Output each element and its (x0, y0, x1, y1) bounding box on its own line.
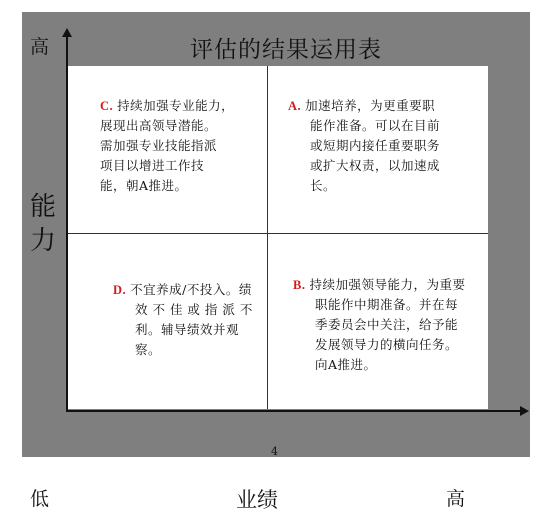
quadrant-d-line: 不宜养成/不投入。绩 (130, 282, 252, 297)
quadrant-c-line: 项目以增进工作技 (100, 158, 205, 173)
y-axis-arrow-icon (62, 28, 72, 37)
quadrant-a-line: 能作准备。可以在目前 (310, 118, 441, 133)
y-axis-high-label: 高 (30, 36, 50, 58)
quadrant-a-line: 或扩大权责，以加速成 (310, 158, 441, 173)
quadrant-d-line: 利。辅导绩效并观 (135, 322, 240, 337)
quadrant-d-line: 察。 (135, 342, 162, 357)
quadrant-a-line: 加速培养，为更重要职 (305, 98, 436, 113)
grid-horizontal-divider (68, 233, 488, 234)
x-axis-line (66, 410, 520, 412)
x-axis-low-label: 低 (30, 488, 50, 510)
quadrant-a-letter: A. (288, 99, 302, 113)
quadrant-a-line: 或短期内接任重要职务 (310, 138, 441, 153)
quadrant-d (113, 280, 263, 360)
quadrant-c-line: 展现出高领导潜能。 (100, 118, 218, 133)
y-axis-line (66, 34, 68, 412)
quadrant-b-line: 职能作中期准备。并在每 (315, 297, 459, 312)
quadrant-b-line: 向A推进。 (315, 357, 377, 372)
x-axis-title: 业绩 (236, 488, 278, 512)
quadrant-c-line: 能，朝A推进。 (100, 178, 188, 193)
quadrant-c-letter: C. (100, 99, 114, 113)
quadrant-c-line: 持续加强专业能力， (117, 98, 235, 113)
quadrant-b-line: 持续加强领导能力，为重要 (309, 277, 466, 292)
quadrant-d-line: 效 不 佳 或 指 派 不 (135, 302, 253, 317)
quadrant-b (293, 275, 483, 375)
quadrant-c-line: 需加强专业技能指派 (100, 138, 218, 153)
quadrant-a (288, 96, 478, 196)
quadrant-a-line: 长。 (310, 178, 337, 193)
quadrant-b-line: 发展领导力的横向任务。 (315, 337, 459, 352)
page-number: 4 (271, 445, 278, 458)
x-axis-arrow-icon (520, 406, 529, 416)
quadrant-b-letter: B. (293, 278, 306, 292)
x-axis-high-label: 高 (446, 488, 466, 510)
y-axis-title: 能力 (29, 192, 56, 256)
quadrant-c (100, 96, 270, 196)
diagram-title: 评估的结果运用表 (190, 37, 382, 63)
quadrant-d-letter: D. (113, 283, 127, 297)
quadrant-b-line: 季委员会中关注，给予能 (315, 317, 459, 332)
